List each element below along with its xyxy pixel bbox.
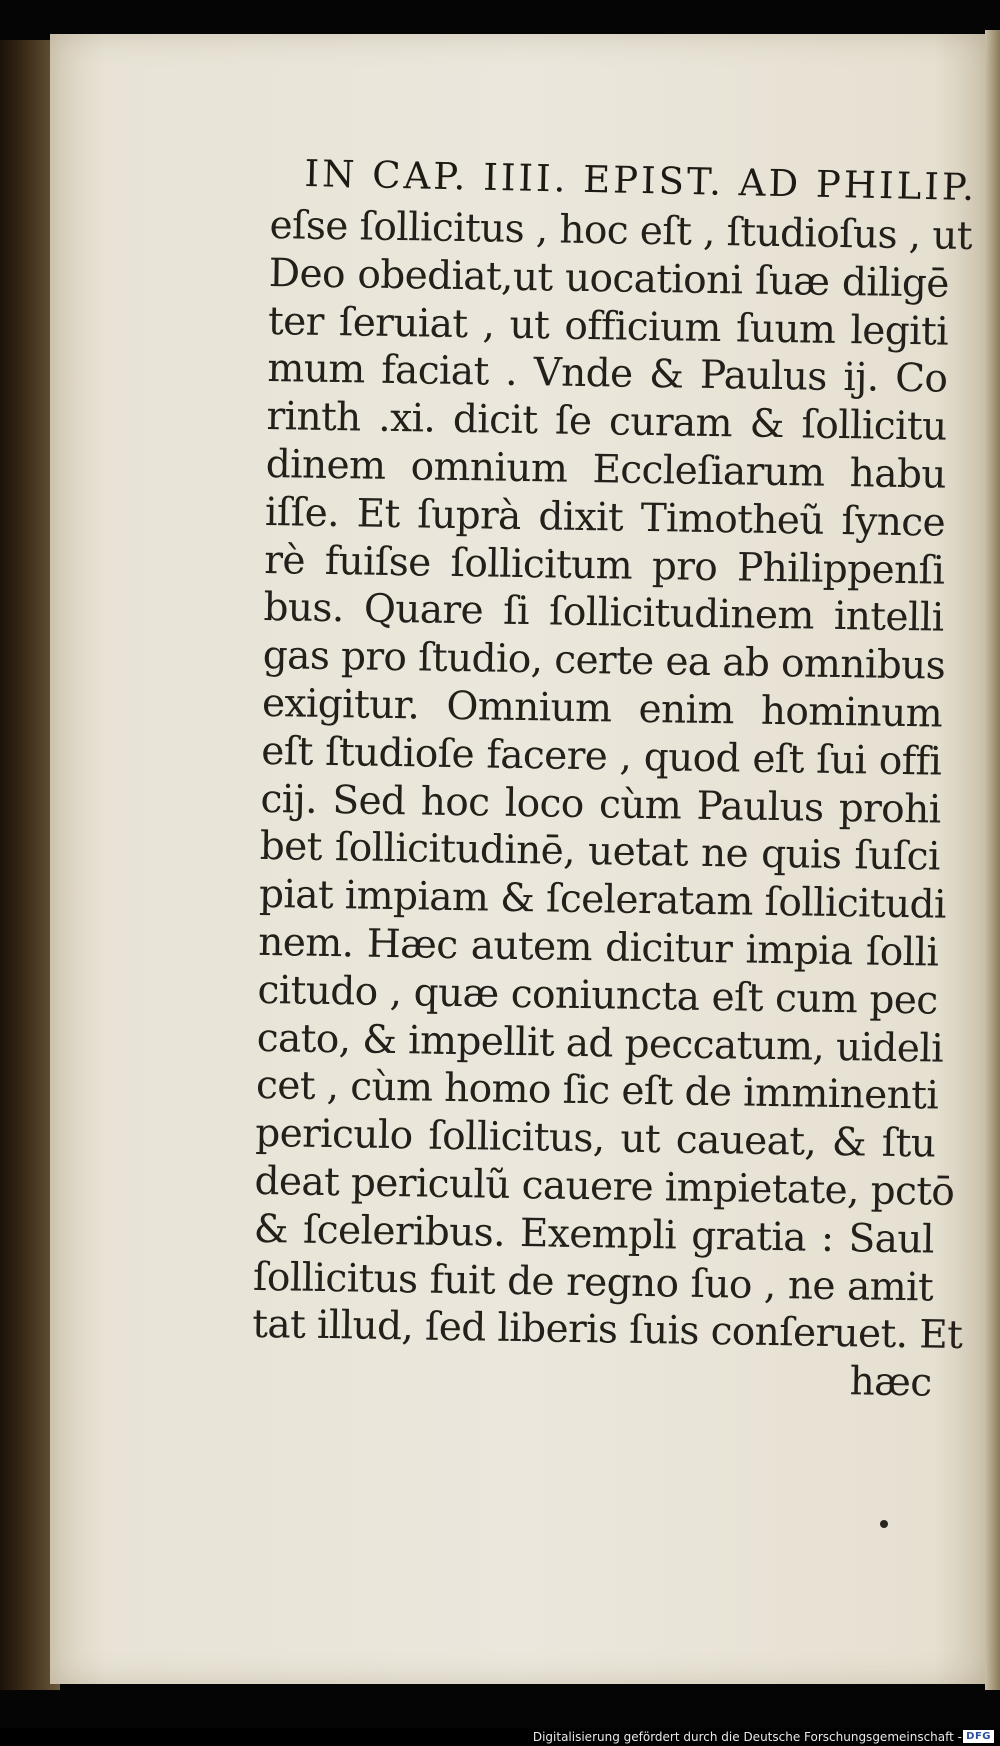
text-line: bet ſollicitudinē, uetat ne quis ſuſci <box>259 824 941 880</box>
text-line: periculo ſollicitus, ut caueat, & ſtu <box>255 1111 936 1167</box>
text-line: tat illud, ſed liberis ſuis conſeruet. Et <box>252 1302 963 1359</box>
text-line: rinth .xi. dicit ſe curam & ſollicitu <box>266 394 947 450</box>
text-line: citudo , quæ coniuncta eſt cum pec <box>257 967 938 1024</box>
text-line: gas pro ſtudio, certe ea ab omnibus <box>262 633 946 689</box>
text-line: eſt ſtudioſe facere , quod eſt ſui offi <box>261 728 942 785</box>
text-line: cato, & impellit ad peccatum, uideli <box>256 1015 944 1072</box>
text-line: bus. Quare ſi ſollicitudinem intelli <box>263 585 944 642</box>
text-line: rè fuiſse ſollicitum pro Philippenſi <box>264 537 945 594</box>
ink-speck <box>880 1520 888 1528</box>
text-line: ſollicitus fuit de regno ſuo , ne amit <box>252 1254 934 1311</box>
dfg-logo: DFG <box>963 1730 994 1743</box>
text-line: cij. Sed hoc loco cùm Paulus prohi <box>260 776 941 833</box>
text-line: cet , cùm homo ſic eſt de imminenti <box>255 1063 939 1119</box>
text-line: mum faciat . Vnde & Paulus ij. Co <box>267 346 948 403</box>
text-line: piat impiam & ſceleratam ſollicitudi <box>258 872 947 928</box>
text-line: exigitur. Omnium enim hominum <box>261 680 943 737</box>
page-edge <box>985 30 1000 1690</box>
text-line: nem. Hæc autem dicitur impia ſolli <box>258 919 939 976</box>
text-line: Deo obediat,ut uocationi ſuæ diligē <box>268 250 950 307</box>
digitization-credit: Digitalisierung gefördert durch die Deutsche Forschungsgemeinschaft - <box>532 1730 962 1744</box>
text-line: & ſceleribus. Exempli gratia : Saul <box>253 1206 935 1263</box>
text-line: ter ſeruiat , ut officium ſuum legiti <box>267 298 949 355</box>
catchword: hæc <box>849 1359 932 1406</box>
text-line: dinem omnium Eccleſiarum habu <box>265 441 947 498</box>
page-body-text <box>251 202 973 1407</box>
text-line: eſse ſollicitus , hoc eſt , ſtudioſus , ut <box>269 202 973 260</box>
text-line: deat periculũ cauere impietate, pctō <box>254 1158 955 1215</box>
text-line: iſſe. Et ſuprà dixit Timotheũ ſynce <box>264 489 946 546</box>
running-head: IN CAP. IIII. EPIST. AD PHILIP. <box>304 152 978 210</box>
